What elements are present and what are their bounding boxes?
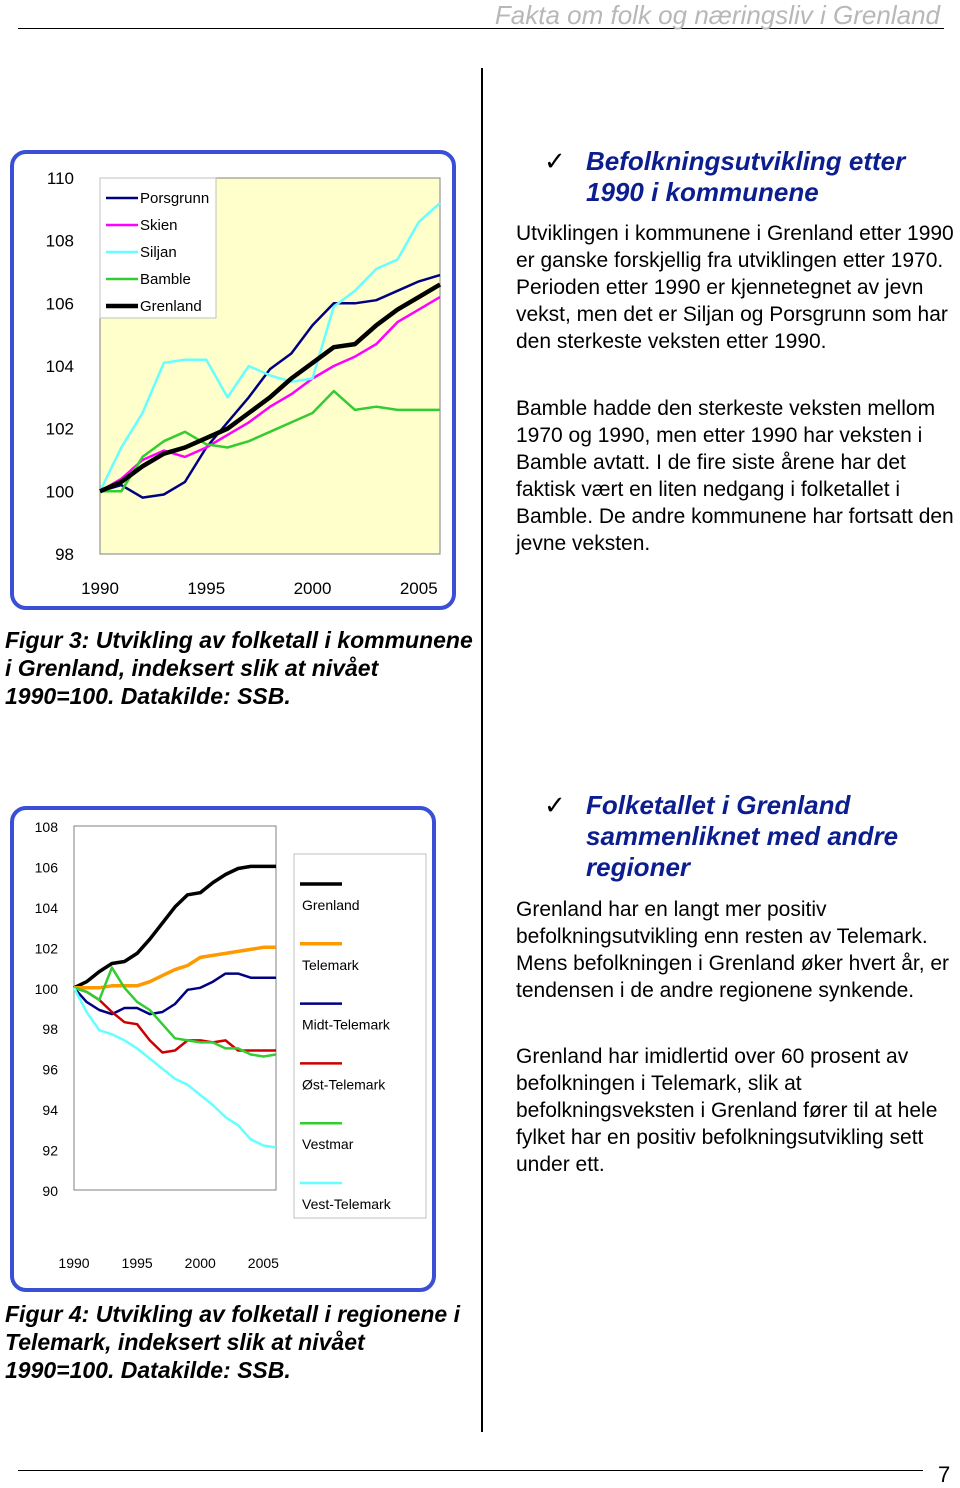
- figure-3-svg: [14, 154, 460, 614]
- y-tick-label: 98: [42, 1021, 58, 1038]
- x-tick-label: 2005: [247, 1255, 279, 1271]
- y-tick-label: 92: [42, 1142, 58, 1159]
- x-tick-label: 1995: [121, 1255, 153, 1271]
- section-2-paragraph-2: Grenland har imidlertid over 60 prosent av befolkningen i Telemark, slik at befolkningsveksten i Grenland fører til at hele fylket har en positiv befolkningsutvikling sett under ett.: [516, 1045, 938, 1176]
- section-1-heading: [544, 146, 946, 208]
- x-tick-label: 2005: [399, 579, 438, 598]
- legend-label: Øst-Telemark: [302, 1076, 386, 1093]
- page-number: 7: [938, 1462, 951, 1487]
- section-2-title-text: Folketallet i Grenland sammenliknet med andre regioner: [586, 790, 899, 882]
- legend-label: Porsgrunn: [140, 190, 210, 207]
- x-tick-label: 1990: [81, 579, 119, 598]
- legend-label: Siljan: [140, 244, 177, 261]
- legend-label: Midt-Telemark: [302, 1016, 390, 1033]
- section-2-paragraph-1: Grenland har en langt mer positiv befolkningsutvikling enn resten av Telemark. Mens befolkningen i Grenland øker hvert år, er tendensen i de andre regionene synkende.: [516, 898, 950, 1002]
- legend-label: Grenland: [302, 897, 360, 913]
- y-tick-label: 108: [34, 819, 58, 835]
- y-tick-label: 102: [45, 419, 74, 439]
- y-tick-label: 100: [45, 482, 74, 502]
- y-tick-label: 104: [34, 899, 58, 916]
- y-tick-label: 90: [42, 1183, 58, 1199]
- x-tick-label: 2000: [184, 1255, 216, 1271]
- section-1-title-text: Befolkningsutvikling etter 1990 i kommunene: [586, 146, 906, 207]
- legend-label: Telemark: [302, 956, 359, 973]
- x-tick-label: 1995: [187, 579, 226, 598]
- x-tick-label: 2000: [293, 579, 332, 598]
- legend-label: Grenland: [140, 298, 202, 315]
- legend-label: Skien: [140, 217, 178, 234]
- section-1-paragraph-1: Utviklingen i kommunene i Grenland etter 1990 er ganske forskjellig fra utviklingen etter 1970. Perioden etter 1990 er kjennetegnet av jevn vekst, men det er Siljan og Porsgrunn som har den sterkeste veksten etter 1990.: [516, 222, 954, 353]
- checkmark-icon: ✓: [544, 790, 566, 820]
- figure-4-svg: [14, 810, 440, 1296]
- legend-label: Vestmar: [302, 1136, 354, 1153]
- legend-label: Bamble: [140, 271, 191, 288]
- legend-label: Vest-Telemark: [302, 1196, 391, 1212]
- y-tick-label: 96: [42, 1061, 58, 1078]
- figure-3-chart: [10, 150, 456, 610]
- y-tick-label: 94: [42, 1102, 58, 1119]
- section-1-paragraph-2: Bamble hadde den sterkeste veksten mellom 1970 og 1990, men etter 1990 har veksten i Bamble avtatt. I de fire siste årene har det faktisk vært en liten nedgang i folketallet i Bamble. De andre kommunene har fortsatt den jevne veksten.: [516, 397, 954, 555]
- y-tick-label: 102: [34, 940, 58, 957]
- x-tick-label: 1990: [58, 1255, 90, 1271]
- footer-rule: [18, 1470, 923, 1471]
- y-tick-label: 110: [46, 169, 74, 188]
- y-tick-label: 106: [34, 859, 58, 876]
- y-tick-label: 98: [55, 545, 74, 564]
- checkmark-icon: ✓: [544, 146, 566, 176]
- page-header-title: Fakta om folk og næringsliv i Grenland: [494, 0, 940, 30]
- figure-3-caption: Figur 3: Utvikling av folketall i kommunene i Grenland, indeksert slik at nivået 1990=100. Datakilde: SSB.: [5, 627, 473, 709]
- figure-4-caption: Figur 4: Utvikling av folketall i regionene i Telemark, indeksert slik at nivået 1990=100. Datakilde: SSB.: [5, 1301, 460, 1383]
- y-tick-label: 100: [34, 980, 58, 997]
- y-tick-label: 108: [45, 231, 74, 251]
- y-tick-label: 106: [45, 294, 74, 314]
- figure-4-chart: [10, 806, 436, 1292]
- y-tick-label: 104: [45, 357, 74, 376]
- section-2-heading: [544, 790, 946, 883]
- column-divider: [481, 68, 483, 1432]
